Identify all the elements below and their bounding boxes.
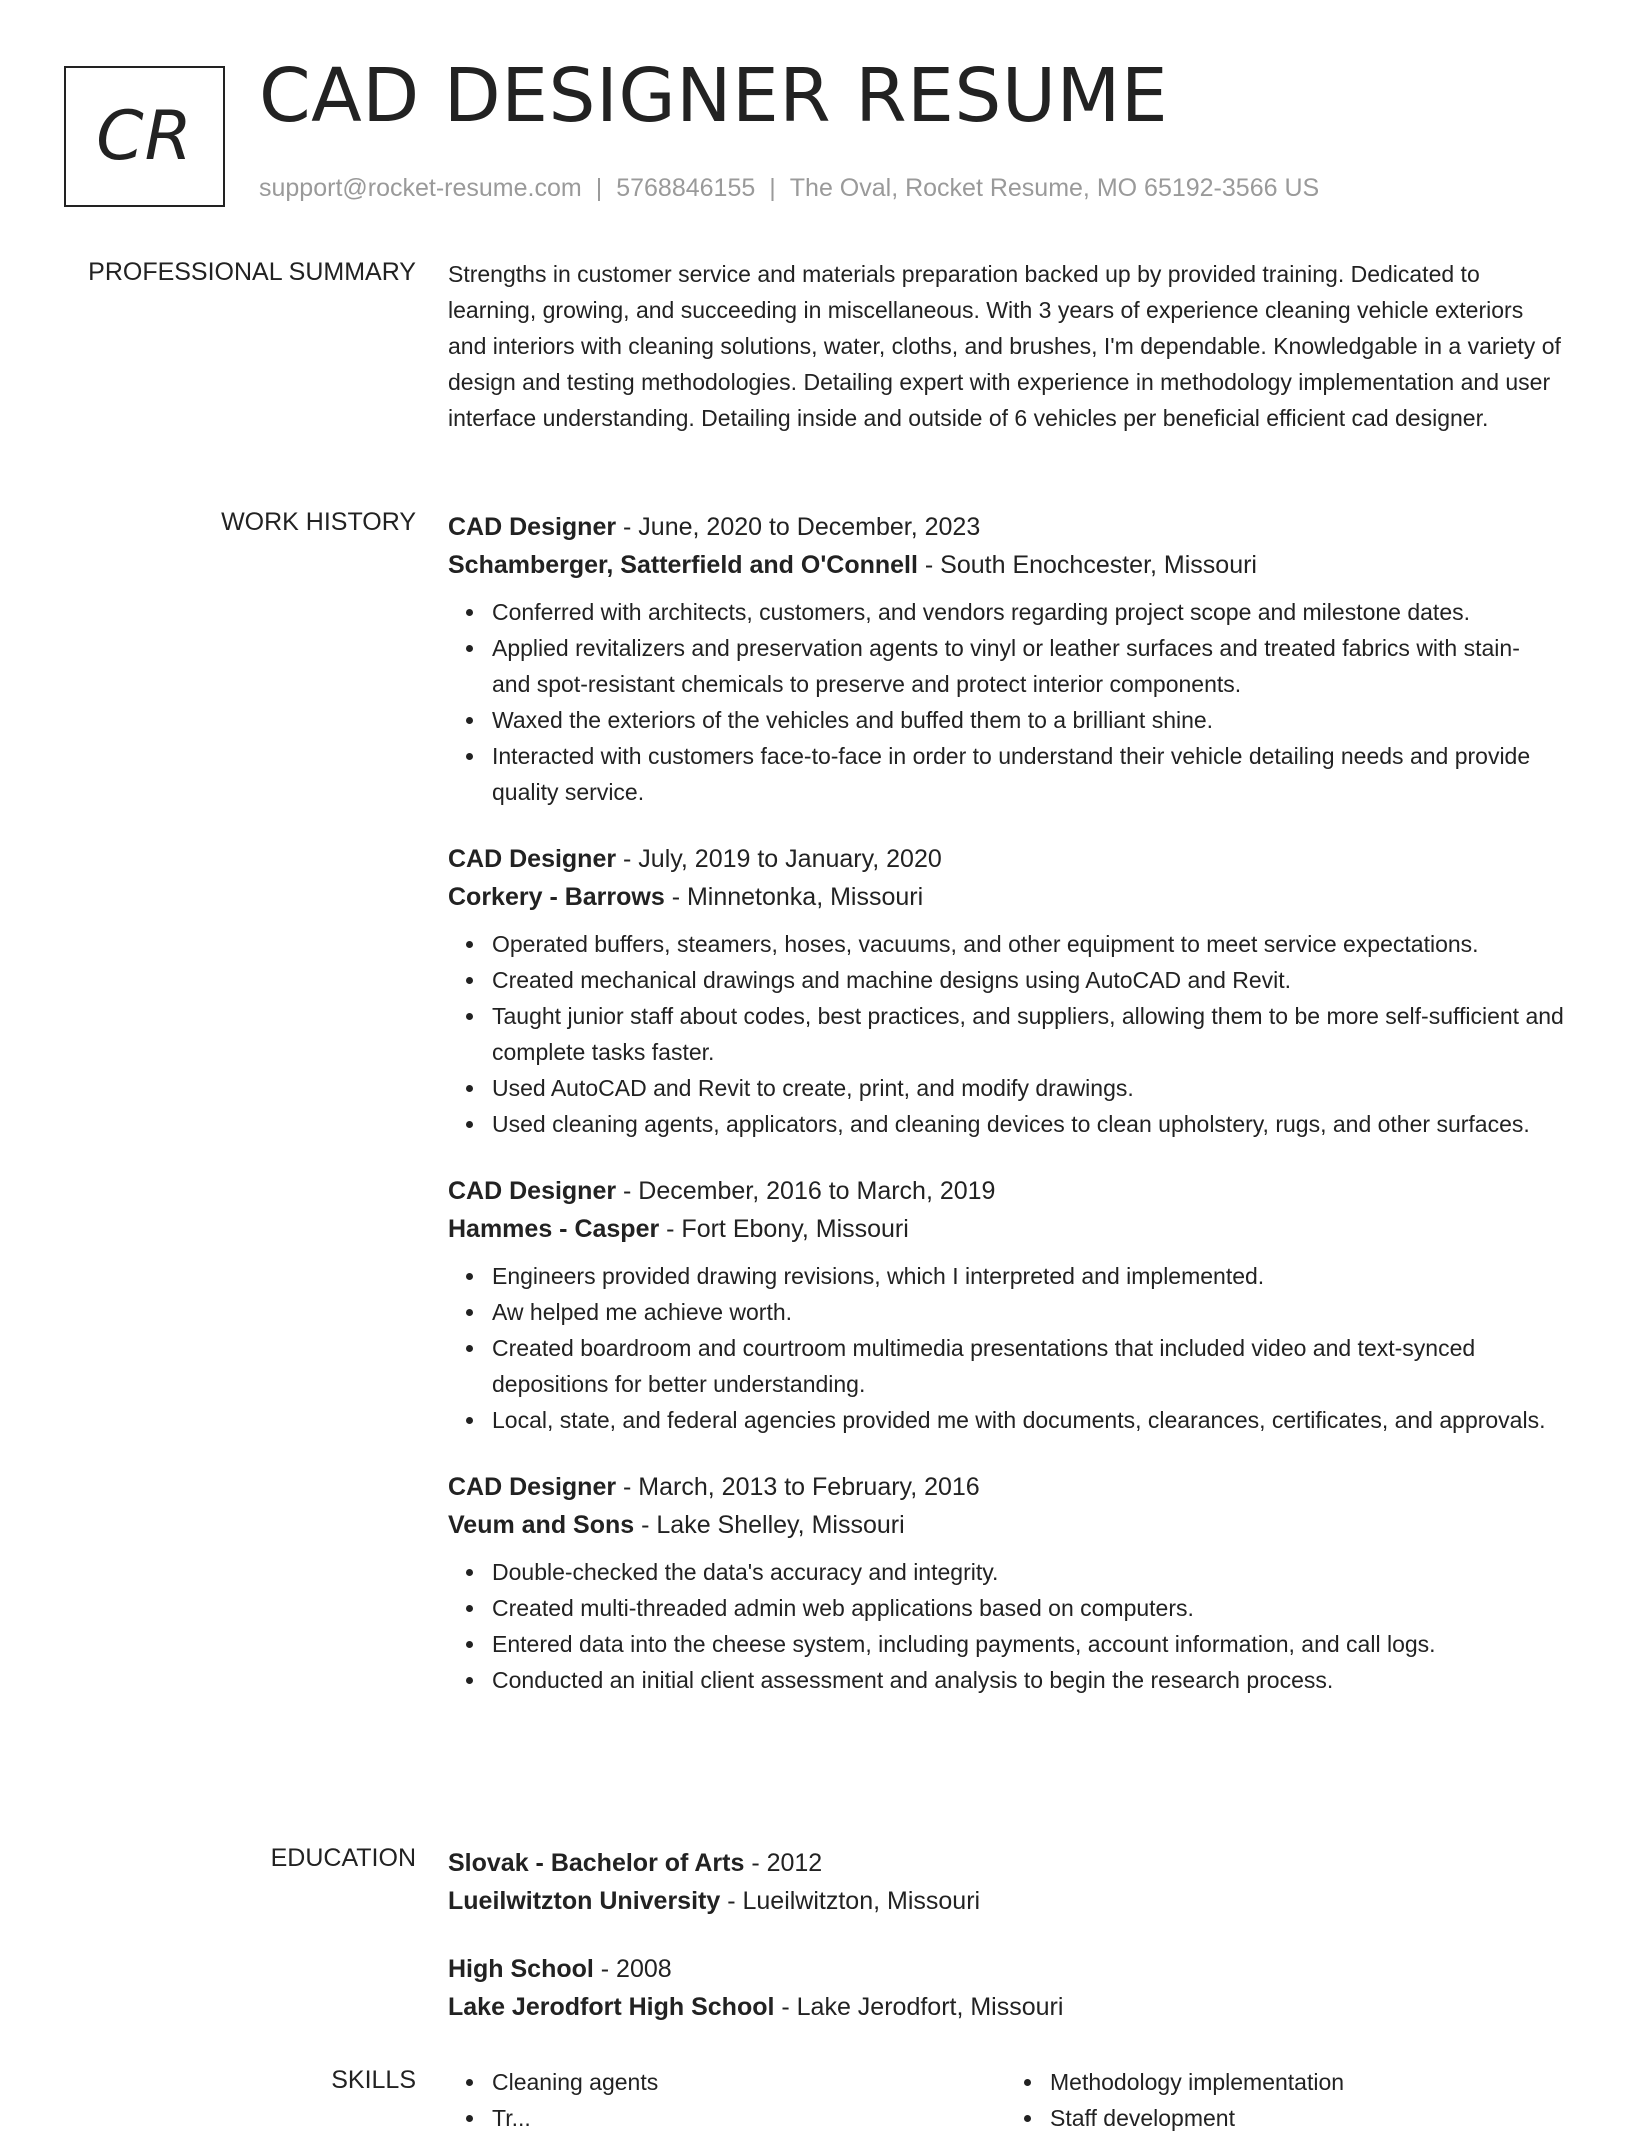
contact-separator: | bbox=[595, 174, 603, 202]
job-company: Corkery - Barrows bbox=[448, 883, 665, 911]
education-entry bbox=[448, 1844, 1564, 1920]
job-bullets bbox=[448, 594, 1564, 810]
job-bullets bbox=[448, 1258, 1564, 1438]
contact-phone: 5768846155 bbox=[616, 174, 756, 202]
job-location: - Lake Shelley, Missouri bbox=[634, 1511, 905, 1539]
education-location: - Lake Jerodfort, Missouri bbox=[774, 1993, 1064, 2021]
job-bullet: Created mechanical drawings and machine designs using AutoCAD and Revit. bbox=[492, 962, 1564, 998]
job-entry bbox=[448, 840, 1564, 1142]
job-bullets bbox=[448, 926, 1564, 1142]
job-bullet: Entered data into the cheese system, including payments, account information, and call logs. bbox=[492, 1626, 1564, 1662]
job-bullet: Local, state, and federal agencies provided me with documents, clearances, certificates, and approvals. bbox=[492, 1402, 1564, 1438]
job-entry bbox=[448, 1468, 1564, 1698]
job-bullet: Conducted an initial client assessment and analysis to begin the research process. bbox=[492, 1662, 1564, 1698]
skill-item: Staff development bbox=[1050, 2100, 1564, 2136]
job-title-line bbox=[448, 1468, 1564, 1506]
education-school-line bbox=[448, 1988, 1564, 2026]
education-degree-line bbox=[448, 1844, 1564, 1882]
contact-separator: | bbox=[769, 174, 776, 202]
job-title-line bbox=[448, 508, 1564, 546]
skill-item: Tr... bbox=[492, 2100, 1006, 2136]
job-bullet: Created boardroom and courtroom multimedia presentations that included video and text-synced depositions for better understanding. bbox=[492, 1330, 1564, 1402]
job-company-line bbox=[448, 1506, 1564, 1544]
section-label-education: EDUCATION bbox=[270, 1844, 416, 1872]
job-company: Hammes - Casper bbox=[448, 1215, 660, 1243]
job-company-line bbox=[448, 878, 1564, 916]
job-dates: - July, 2019 to January, 2020 bbox=[616, 845, 942, 873]
job-title: CAD Designer bbox=[448, 845, 617, 873]
job-title: CAD Designer bbox=[448, 1177, 617, 1205]
job-bullets bbox=[448, 1554, 1564, 1698]
skill-item: Cleaning agents bbox=[492, 2064, 1006, 2100]
contact-address: The Oval, Rocket Resume, MO 65192-3566 US bbox=[789, 174, 1320, 202]
summary-text: Strengths in customer service and materials preparation backed up by provided training. Dedicated to learning, growing, and succeeding in miscellaneous. With 3 years of experience cleaning vehicle exteriors and interiors with cleaning solutions, water, cloths, and brushes, I'm dependable. Knowledgable in a variety of design and testing methodologies. Detailing expert with experience in methodology implementation and user interface understanding. Detailing inside and outside of 6 vehicles per beneficial efficient cad designer. bbox=[448, 261, 1561, 431]
job-bullet: Applied revitalizers and preservation agents to vinyl or leather surfaces and treated fabrics with stain- and spot-resistant chemicals to preserve and protect interior components. bbox=[492, 630, 1564, 702]
education-degree-line bbox=[448, 1950, 1564, 1988]
job-location: - Fort Ebony, Missouri bbox=[659, 1215, 909, 1243]
education-school-line bbox=[448, 1882, 1564, 1920]
education-year: - 2012 bbox=[744, 1849, 823, 1877]
job-bullet: Aw helped me achieve worth. bbox=[492, 1294, 1564, 1330]
job-title-line bbox=[448, 840, 1564, 878]
job-company: Veum and Sons bbox=[448, 1511, 635, 1539]
resume-title: CAD DESIGNER RESUME bbox=[259, 53, 1169, 139]
job-company-line bbox=[448, 1210, 1564, 1248]
job-bullet: Conferred with architects, customers, and vendors regarding project scope and milestone dates. bbox=[492, 594, 1564, 630]
job-location: - Minnetonka, Missouri bbox=[664, 883, 924, 911]
education-location: - Lueilwitzton, Missouri bbox=[720, 1887, 981, 1915]
skill-item: Methodology implementation bbox=[1050, 2064, 1564, 2100]
job-bullet: Used cleaning agents, applicators, and cleaning devices to clean upholstery, rugs, and other surfaces. bbox=[492, 1106, 1564, 1142]
job-bullet: Used AutoCAD and Revit to create, print, and modify drawings. bbox=[492, 1070, 1564, 1106]
job-entry bbox=[448, 1172, 1564, 1438]
job-title: CAD Designer bbox=[448, 1473, 617, 1501]
job-bullet: Double-checked the data's accuracy and integrity. bbox=[492, 1554, 1564, 1590]
job-bullet: Waxed the exteriors of the vehicles and buffed them to a brilliant shine. bbox=[492, 702, 1564, 738]
contact-line bbox=[259, 174, 1319, 203]
section-label-summary: PROFESSIONAL SUMMARY bbox=[88, 258, 416, 286]
section-label-skills: SKILLS bbox=[331, 2066, 416, 2094]
skills-list-left bbox=[448, 2064, 1006, 2136]
job-dates: - June, 2020 to December, 2023 bbox=[616, 513, 981, 541]
education-school: Lake Jerodfort High School bbox=[448, 1993, 775, 2021]
job-title: CAD Designer bbox=[448, 513, 617, 541]
job-company: Schamberger, Satterfield and O'Connell bbox=[448, 551, 918, 579]
job-entry bbox=[448, 508, 1564, 810]
job-bullet: Engineers provided drawing revisions, which I interpreted and implemented. bbox=[492, 1258, 1564, 1294]
education-entry bbox=[448, 1950, 1564, 2026]
job-title-line bbox=[448, 1172, 1564, 1210]
monogram-logo: CR bbox=[64, 66, 225, 207]
contact-email: support@rocket-resume.com bbox=[259, 174, 582, 202]
education-year: - 2008 bbox=[593, 1955, 672, 1983]
job-bullet: Created multi-threaded admin web applications based on computers. bbox=[492, 1590, 1564, 1626]
job-bullet: Taught junior staff about codes, best practices, and suppliers, allowing them to be more self-sufficient and complete tasks faster. bbox=[492, 998, 1564, 1070]
section-label-work-history: WORK HISTORY bbox=[221, 508, 416, 536]
skills-list-right bbox=[1006, 2064, 1564, 2136]
job-bullet: Operated buffers, steamers, hoses, vacuums, and other equipment to meet service expectations. bbox=[492, 926, 1564, 962]
job-company-line bbox=[448, 546, 1564, 584]
education-degree: Slovak - Bachelor of Arts bbox=[448, 1849, 745, 1877]
job-location: - South Enochcester, Missouri bbox=[917, 551, 1257, 579]
education-degree: High School bbox=[448, 1955, 594, 1983]
job-dates: - December, 2016 to March, 2019 bbox=[616, 1177, 996, 1205]
job-bullet: Interacted with customers face-to-face in order to understand their vehicle detailing needs and provide quality service. bbox=[492, 738, 1564, 810]
education-school: Lueilwitzton University bbox=[448, 1887, 721, 1915]
job-dates: - March, 2013 to February, 2016 bbox=[616, 1473, 980, 1501]
